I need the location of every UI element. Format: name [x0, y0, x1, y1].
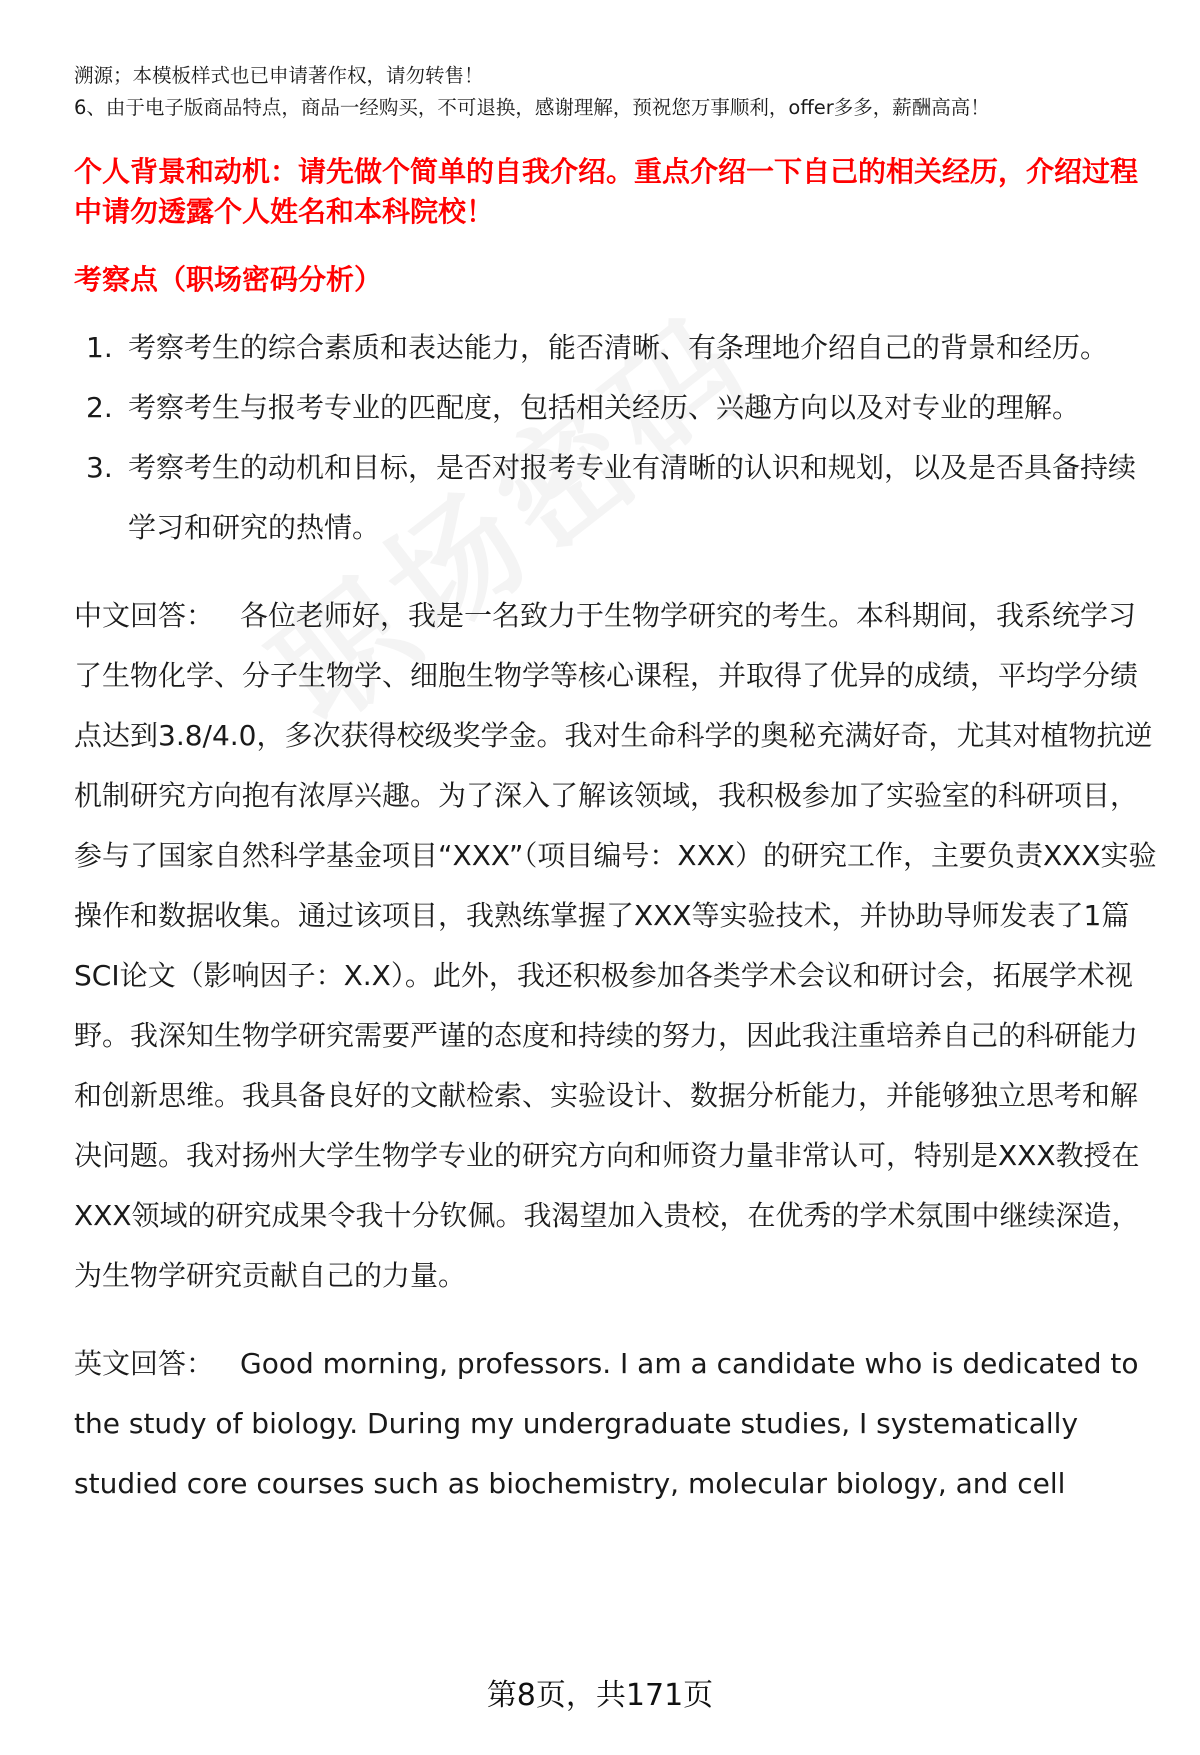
list-item [74, 438, 1160, 558]
list-item-text: 考察考生的综合素质和表达能力，能否清晰、有条理地介绍自己的背景和经历。 [128, 331, 1109, 364]
assessment-heading: 考察点（职场密码分析） [74, 263, 383, 296]
list-item [74, 318, 1160, 378]
chinese-answer [74, 586, 1160, 1306]
english-answer-label: 英文回答： [74, 1347, 215, 1380]
chinese-answer-label: 中文回答： [74, 599, 215, 632]
list-item-text: 考察考生与报考专业的匹配度，包括相关经历、兴趣方向以及对专业的理解。 [128, 391, 1081, 424]
question-title: 个人背景和动机：请先做个简单的自我介绍。重点介绍一下自己的相关经历，介绍过程中请勿透露个人姓名和本科院校！ [74, 155, 1139, 228]
notice-line-1: 溯源；本模板样式也已申请著作权，请勿转售！ [74, 64, 484, 87]
list-item [74, 378, 1160, 438]
list-item-text: 考察考生的动机和目标，是否对报考专业有清晰的认识和规划，以及是否具备持续学习和研究的热情。 [128, 451, 1137, 544]
list-item-number: 1. [86, 331, 113, 364]
list-item-number: 2. [86, 391, 113, 424]
list-item-number: 3. [86, 451, 113, 484]
notice-line-2: 6、由于电子版商品特点，商品一经购买，不可退换，感谢理解，预祝您万事顺利，offer多多，薪酬高高！ [74, 96, 990, 119]
english-answer-text: Good morning, professors. I am a candidate who is dedicated to the study of biology. During my undergraduate studies, I systematically studied core courses such as biochemistry, molecular biology, and cell [74, 1347, 1139, 1500]
assessment-list [74, 318, 1160, 558]
english-answer [74, 1334, 1160, 1514]
page-number: 第8页，共171页 [486, 1678, 714, 1713]
chinese-answer-text: 各位老师好，我是一名致力于生物学研究的考生。本科期间，我系统学习了生物化学、分子生物学、细胞生物学等核心课程，并取得了优异的成绩，平均学分绩点达到3.8/4.0，多次获得校级奖学金。我对生命科学的奥秘充满好奇，尤其对植物抗逆机制研究方向抱有浓厚兴趣。为了深入了解该领域，我积极参加了实验室的科研项目，参与了国家自然科学基金项目“XXX”（项目编号：XXX）的研究工作，主要负责XXX实验操作和数据收集。通过该项目，我熟练掌握了XXX等实验技术，并协助导师发表了1篇SCI论文（影响因子：X.X）。此外，我还积极参加各类学术会议和研讨会，拓展学术视野。我深知生物学研究需要严谨的态度和持续的努力，因此我注重培养自己的科研能力和创新思维。我具备良好的文献检索、实验设计、数据分析能力，并能够独立思考和解决问题。我对扬州大学生物学专业的研究方向和师资力量非常认可，特别是XXX教授在XXX领域的研究成果令我十分钦佩。我渴望加入贵校，在优秀的学术氛围中继续深造，为生物学研究贡献自己的力量。 [74, 599, 1157, 1292]
document-page [74, 60, 1160, 1514]
